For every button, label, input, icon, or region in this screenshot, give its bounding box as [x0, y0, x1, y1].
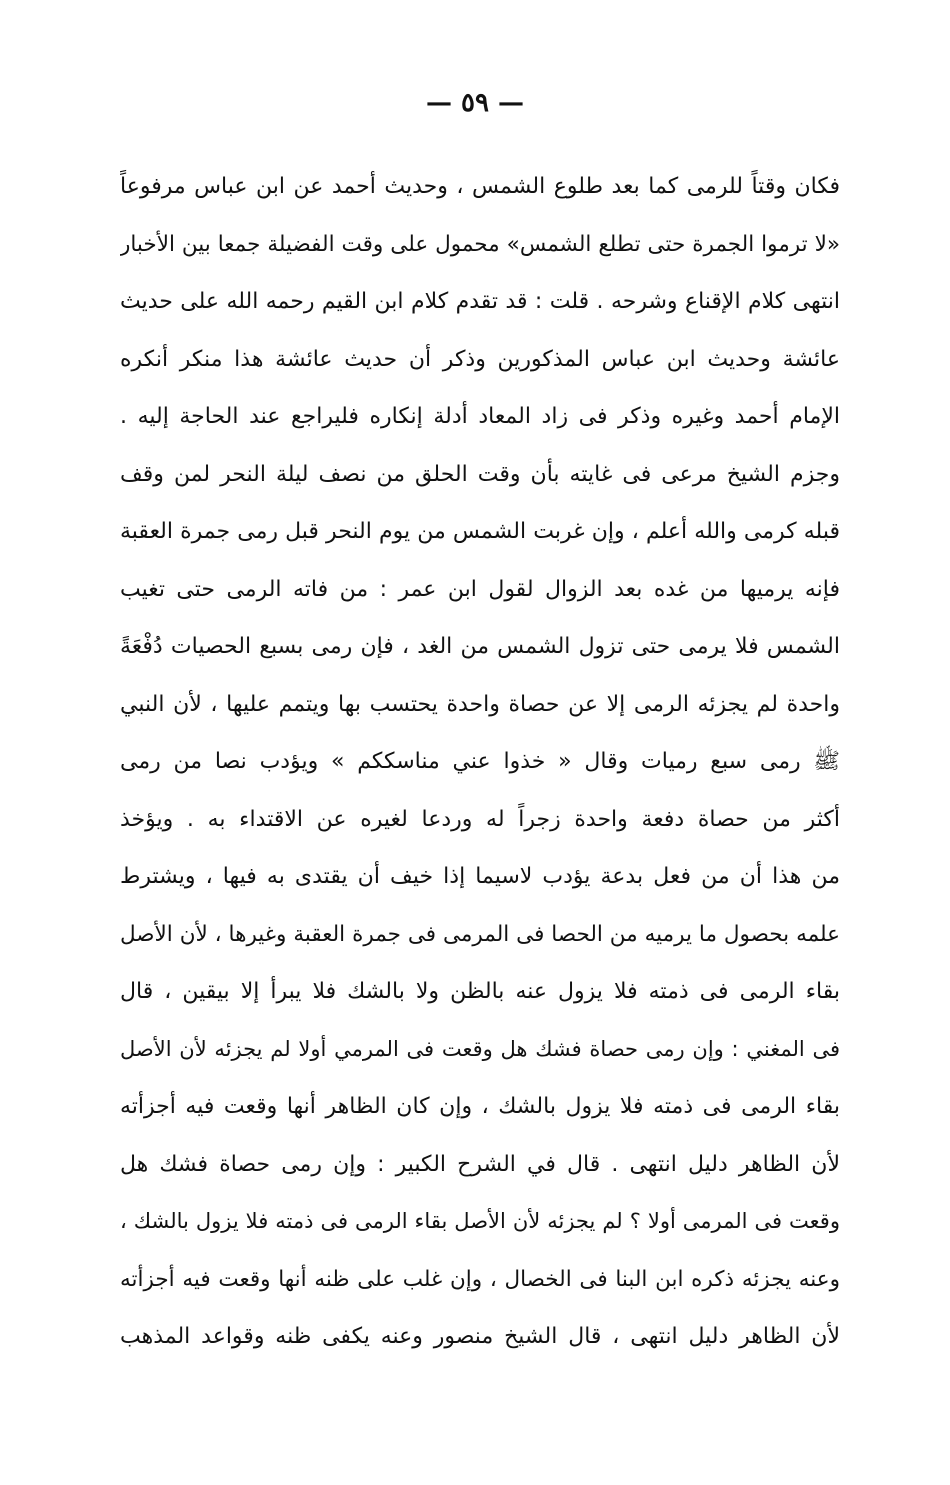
text-line: ﷺ رمى سبع رميات وقال « خذوا عني مناسككم » ويؤدب نصا من رمى	[120, 749, 840, 774]
text-line: علمه بحصول ما يرميه من الحصا فى المرمى فى جمرة العقبة وغيرها ، لأن الأصل	[120, 921, 840, 947]
text-line: فكان وقتاً للرمى كما بعد طلوع الشمس ، وحديث أحمد عن ابن عباس مرفوعاً	[120, 174, 840, 199]
text-line: لأن الظاهر دليل انتهى . قال في الشرح الكبير : وإن رمى حصاة فشك هل	[120, 1151, 840, 1177]
page-number: — ٥٩ —	[425, 88, 525, 118]
text-line: وقعت فى المرمى أولا ؟ لم يجزئه لأن الأصل بقاء الرمى فى ذمته فلا يزول بالشك ،	[120, 1209, 840, 1233]
text-line: بقاء الرمى فى ذمته فلا يزول بالشك ، وإن كان الظاهر أنها وقعت فيه أجزأته	[120, 1094, 840, 1119]
text-line: فإنه يرميها من غده بعد الزوال لقول ابن عمر : من فاته الرمى حتى تغيب	[120, 576, 840, 602]
text-line: الشمس فلا يرمى حتى تزول الشمس من الغد ، فإن رمى بسبع الحصيات دُفْعَةً	[120, 634, 840, 659]
text-line: الإمام أحمد وغيره وذكر فى زاد المعاد أدلة إنكاره فليراجع عند الحاجة إليه .	[120, 404, 840, 429]
text-line: أكثر من حصاة دفعة واحدة زجراً له وردعا لغيره عن الاقتداء به . ويؤخذ	[120, 806, 840, 832]
text-line: بقاء الرمى فى ذمته فلا يزول عنه بالظن ولا بالشك فلا يبرأ إلا بيقين ، قال	[120, 979, 840, 1004]
text-line: لأن الظاهر دليل انتهى ، قال الشيخ منصور وعنه يكفى ظنه وقواعد المذهب	[120, 1324, 840, 1349]
text-line: وجزم الشيخ مرعى فى غايته بأن وقت الحلق من نصف ليلة النحر لمن وقف	[120, 461, 840, 487]
text-line: عائشة وحديث ابن عباس المذكورين وذكر أن حديث عائشة هذا منكر أنكره	[120, 346, 840, 372]
text-line: قبله كرمى والله أعلم ، وإن غربت الشمس من يوم النحر قبل رمى جمرة العقبة	[120, 519, 840, 544]
text-line: من هذا أن من فعل بدعة يؤدب لاسيما إذا خيف أن يقتدى به فيها ، ويشترط	[120, 864, 840, 889]
body-text	[120, 158, 840, 1366]
text-line: واحدة لم يجزئه الرمى إلا عن حصاة واحدة يحتسب بها ويتمم عليها ، لأن النبي	[120, 691, 840, 717]
text-line: انتهى كلام الإقناع وشرحه . قلت : قد تقدم كلام ابن القيم رحمه الله على حديث	[120, 289, 840, 314]
text-line: فى المغني : وإن رمى حصاة فشك هل وقعت فى المرمي أولا لم يجزئه لأن الأصل	[120, 1036, 840, 1061]
text-line: وعنه يجزئه ذكره ابن البنا فى الخصال ، وإن غلب على ظنه أنها وقعت فيه أجزأته	[120, 1266, 840, 1292]
text-line: «لا ترموا الجمرة حتى تطلع الشمس» محمول على وقت الفضيلة جمعا بين الأخبار	[120, 231, 840, 257]
